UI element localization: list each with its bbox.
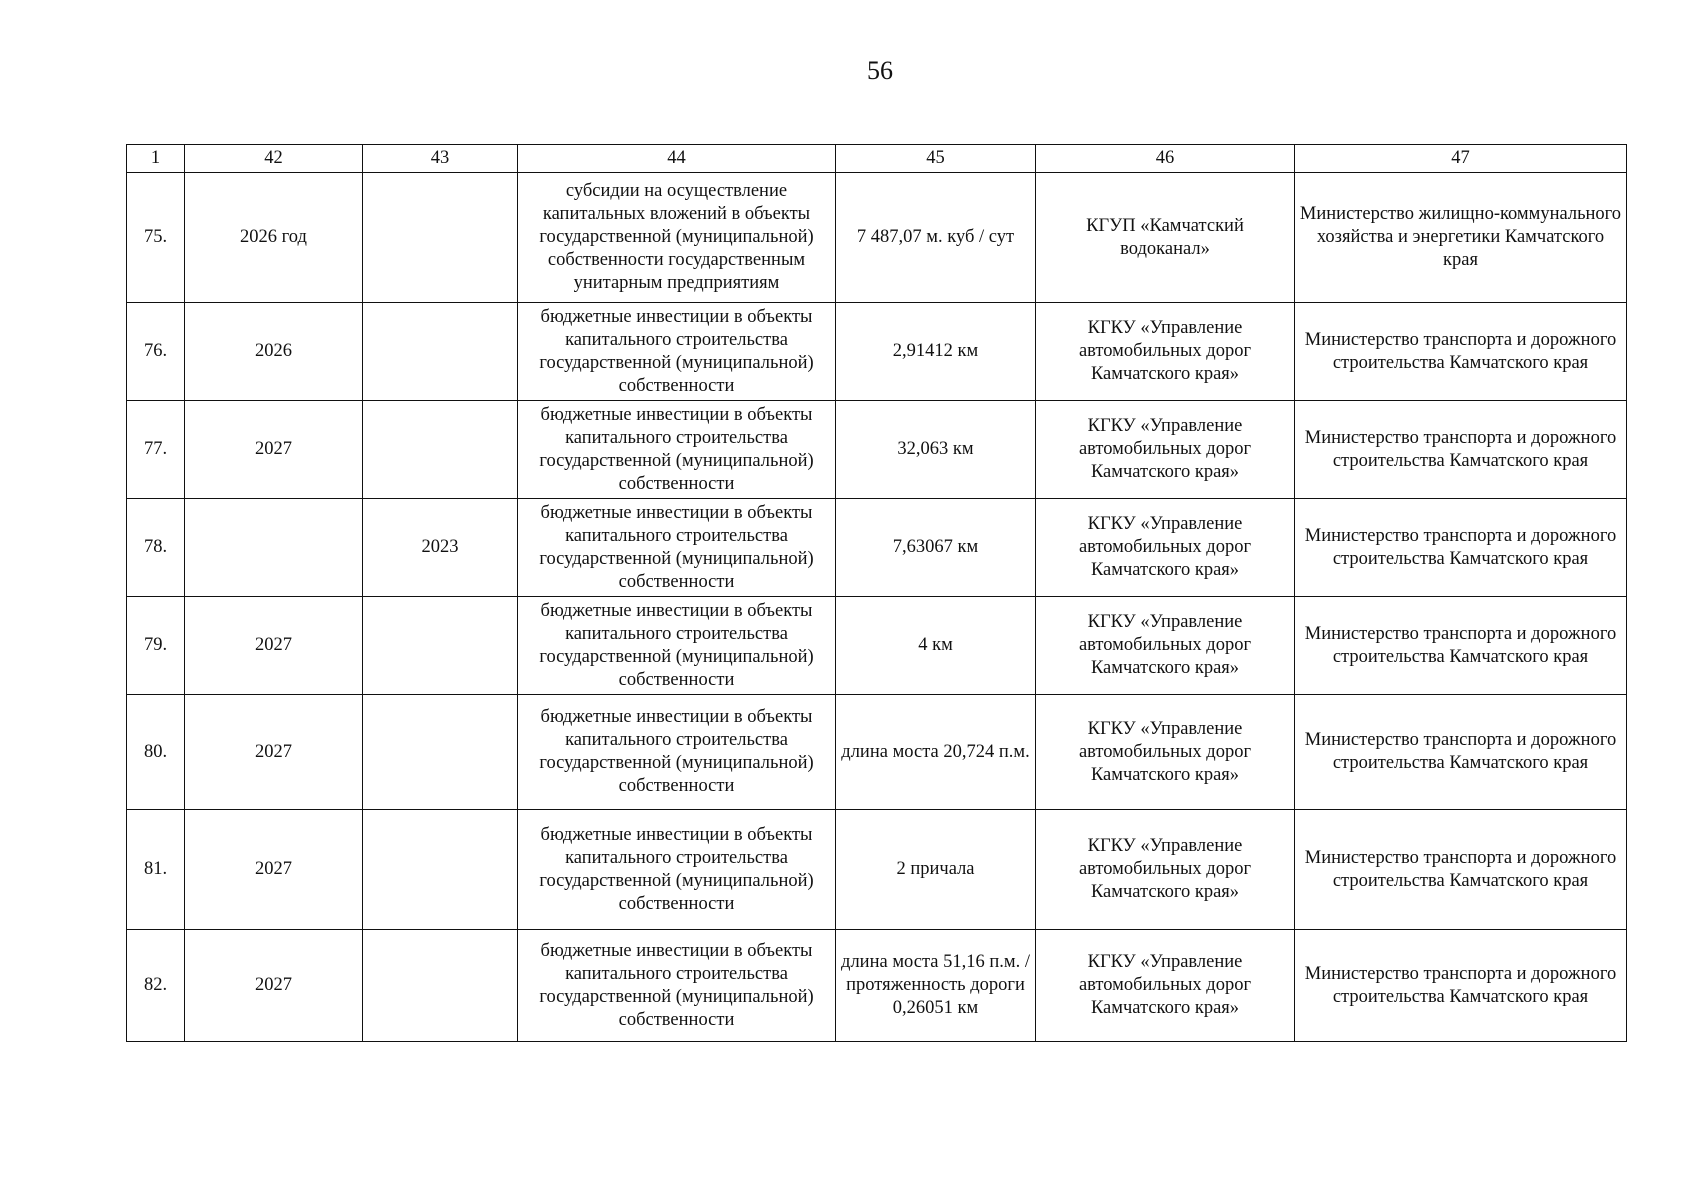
customer-cell: КГКУ «Управление автомобильных дорог Камчатского края» <box>1036 303 1295 401</box>
year-cell: 2026 <box>185 303 363 401</box>
capacity-cell: 32,063 км <box>836 401 1036 499</box>
start-year-cell <box>363 401 518 499</box>
row-number-cell: 75. <box>127 173 185 303</box>
data-table <box>126 144 1627 1042</box>
year-cell <box>185 499 363 597</box>
start-year-cell: 2023 <box>363 499 518 597</box>
row-number-cell: 76. <box>127 303 185 401</box>
capacity-cell: длина моста 20,724 п.м. <box>836 695 1036 810</box>
row-number-cell: 77. <box>127 401 185 499</box>
customer-cell: КГКУ «Управление автомобильных дорог Камчатского края» <box>1036 401 1295 499</box>
table-row <box>127 401 1627 499</box>
year-cell: 2027 <box>185 401 363 499</box>
investment-type-cell: бюджетные инвестиции в объекты капитального строительства государственной (муниципальной) собственности <box>518 810 836 930</box>
year-cell: 2027 <box>185 810 363 930</box>
customer-cell: КГУП «Камчатский водоканал» <box>1036 173 1295 303</box>
ministry-cell: Министерство транспорта и дорожного строительства Камчатского края <box>1295 597 1627 695</box>
start-year-cell <box>363 597 518 695</box>
row-number-cell: 78. <box>127 499 185 597</box>
row-number-cell: 80. <box>127 695 185 810</box>
header-cell-47: 47 <box>1295 145 1627 173</box>
capacity-cell: 2 причала <box>836 810 1036 930</box>
year-cell: 2027 <box>185 930 363 1042</box>
table-row <box>127 499 1627 597</box>
customer-cell: КГКУ «Управление автомобильных дорог Камчатского края» <box>1036 499 1295 597</box>
ministry-cell: Министерство транспорта и дорожного строительства Камчатского края <box>1295 401 1627 499</box>
table-row <box>127 173 1627 303</box>
year-cell: 2027 <box>185 695 363 810</box>
investment-type-cell: субсидии на осуществление капитальных вложений в объекты государственной (муниципальной) собственности государственным унитарным предприятиям <box>518 173 836 303</box>
capacity-cell: 4 км <box>836 597 1036 695</box>
start-year-cell <box>363 695 518 810</box>
row-number-cell: 82. <box>127 930 185 1042</box>
row-number-cell: 81. <box>127 810 185 930</box>
header-cell-44: 44 <box>518 145 836 173</box>
table-row <box>127 597 1627 695</box>
year-cell: 2026 год <box>185 173 363 303</box>
page-number: 56 <box>867 56 893 85</box>
table-row <box>127 810 1627 930</box>
start-year-cell <box>363 930 518 1042</box>
header-cell-46: 46 <box>1036 145 1295 173</box>
capacity-cell: 2,91412 км <box>836 303 1036 401</box>
customer-cell: КГКУ «Управление автомобильных дорог Камчатского края» <box>1036 810 1295 930</box>
capacity-cell: 7,63067 км <box>836 499 1036 597</box>
investment-type-cell: бюджетные инвестиции в объекты капитального строительства государственной (муниципальной) собственности <box>518 695 836 810</box>
capacity-cell: длина моста 51,16 п.м. / протяженность дороги 0,26051 км <box>836 930 1036 1042</box>
investment-type-cell: бюджетные инвестиции в объекты капитального строительства государственной (муниципальной) собственности <box>518 401 836 499</box>
ministry-cell: Министерство транспорта и дорожного строительства Камчатского края <box>1295 695 1627 810</box>
ministry-cell: Министерство транспорта и дорожного строительства Камчатского края <box>1295 499 1627 597</box>
table-row <box>127 930 1627 1042</box>
table-row <box>127 695 1627 810</box>
capacity-cell: 7 487,07 м. куб / сут <box>836 173 1036 303</box>
investment-type-cell: бюджетные инвестиции в объекты капитального строительства государственной (муниципальной) собственности <box>518 303 836 401</box>
ministry-cell: Министерство транспорта и дорожного строительства Камчатского края <box>1295 303 1627 401</box>
customer-cell: КГКУ «Управление автомобильных дорог Камчатского края» <box>1036 695 1295 810</box>
start-year-cell <box>363 173 518 303</box>
customer-cell: КГКУ «Управление автомобильных дорог Камчатского края» <box>1036 930 1295 1042</box>
header-cell-42: 42 <box>185 145 363 173</box>
row-number-cell: 79. <box>127 597 185 695</box>
ministry-cell: Министерство жилищно-коммунального хозяйства и энергетики Камчатского края <box>1295 173 1627 303</box>
header-cell-43: 43 <box>363 145 518 173</box>
header-cell-1: 1 <box>127 145 185 173</box>
header-cell-45: 45 <box>836 145 1036 173</box>
investment-type-cell: бюджетные инвестиции в объекты капитального строительства государственной (муниципальной) собственности <box>518 499 836 597</box>
investment-type-cell: бюджетные инвестиции в объекты капитального строительства государственной (муниципальной) собственности <box>518 597 836 695</box>
ministry-cell: Министерство транспорта и дорожного строительства Камчатского края <box>1295 930 1627 1042</box>
header-row <box>127 145 1627 173</box>
investment-type-cell: бюджетные инвестиции в объекты капитального строительства государственной (муниципальной) собственности <box>518 930 836 1042</box>
ministry-cell: Министерство транспорта и дорожного строительства Камчатского края <box>1295 810 1627 930</box>
year-cell: 2027 <box>185 597 363 695</box>
customer-cell: КГКУ «Управление автомобильных дорог Камчатского края» <box>1036 597 1295 695</box>
start-year-cell <box>363 810 518 930</box>
start-year-cell <box>363 303 518 401</box>
table-row <box>127 303 1627 401</box>
